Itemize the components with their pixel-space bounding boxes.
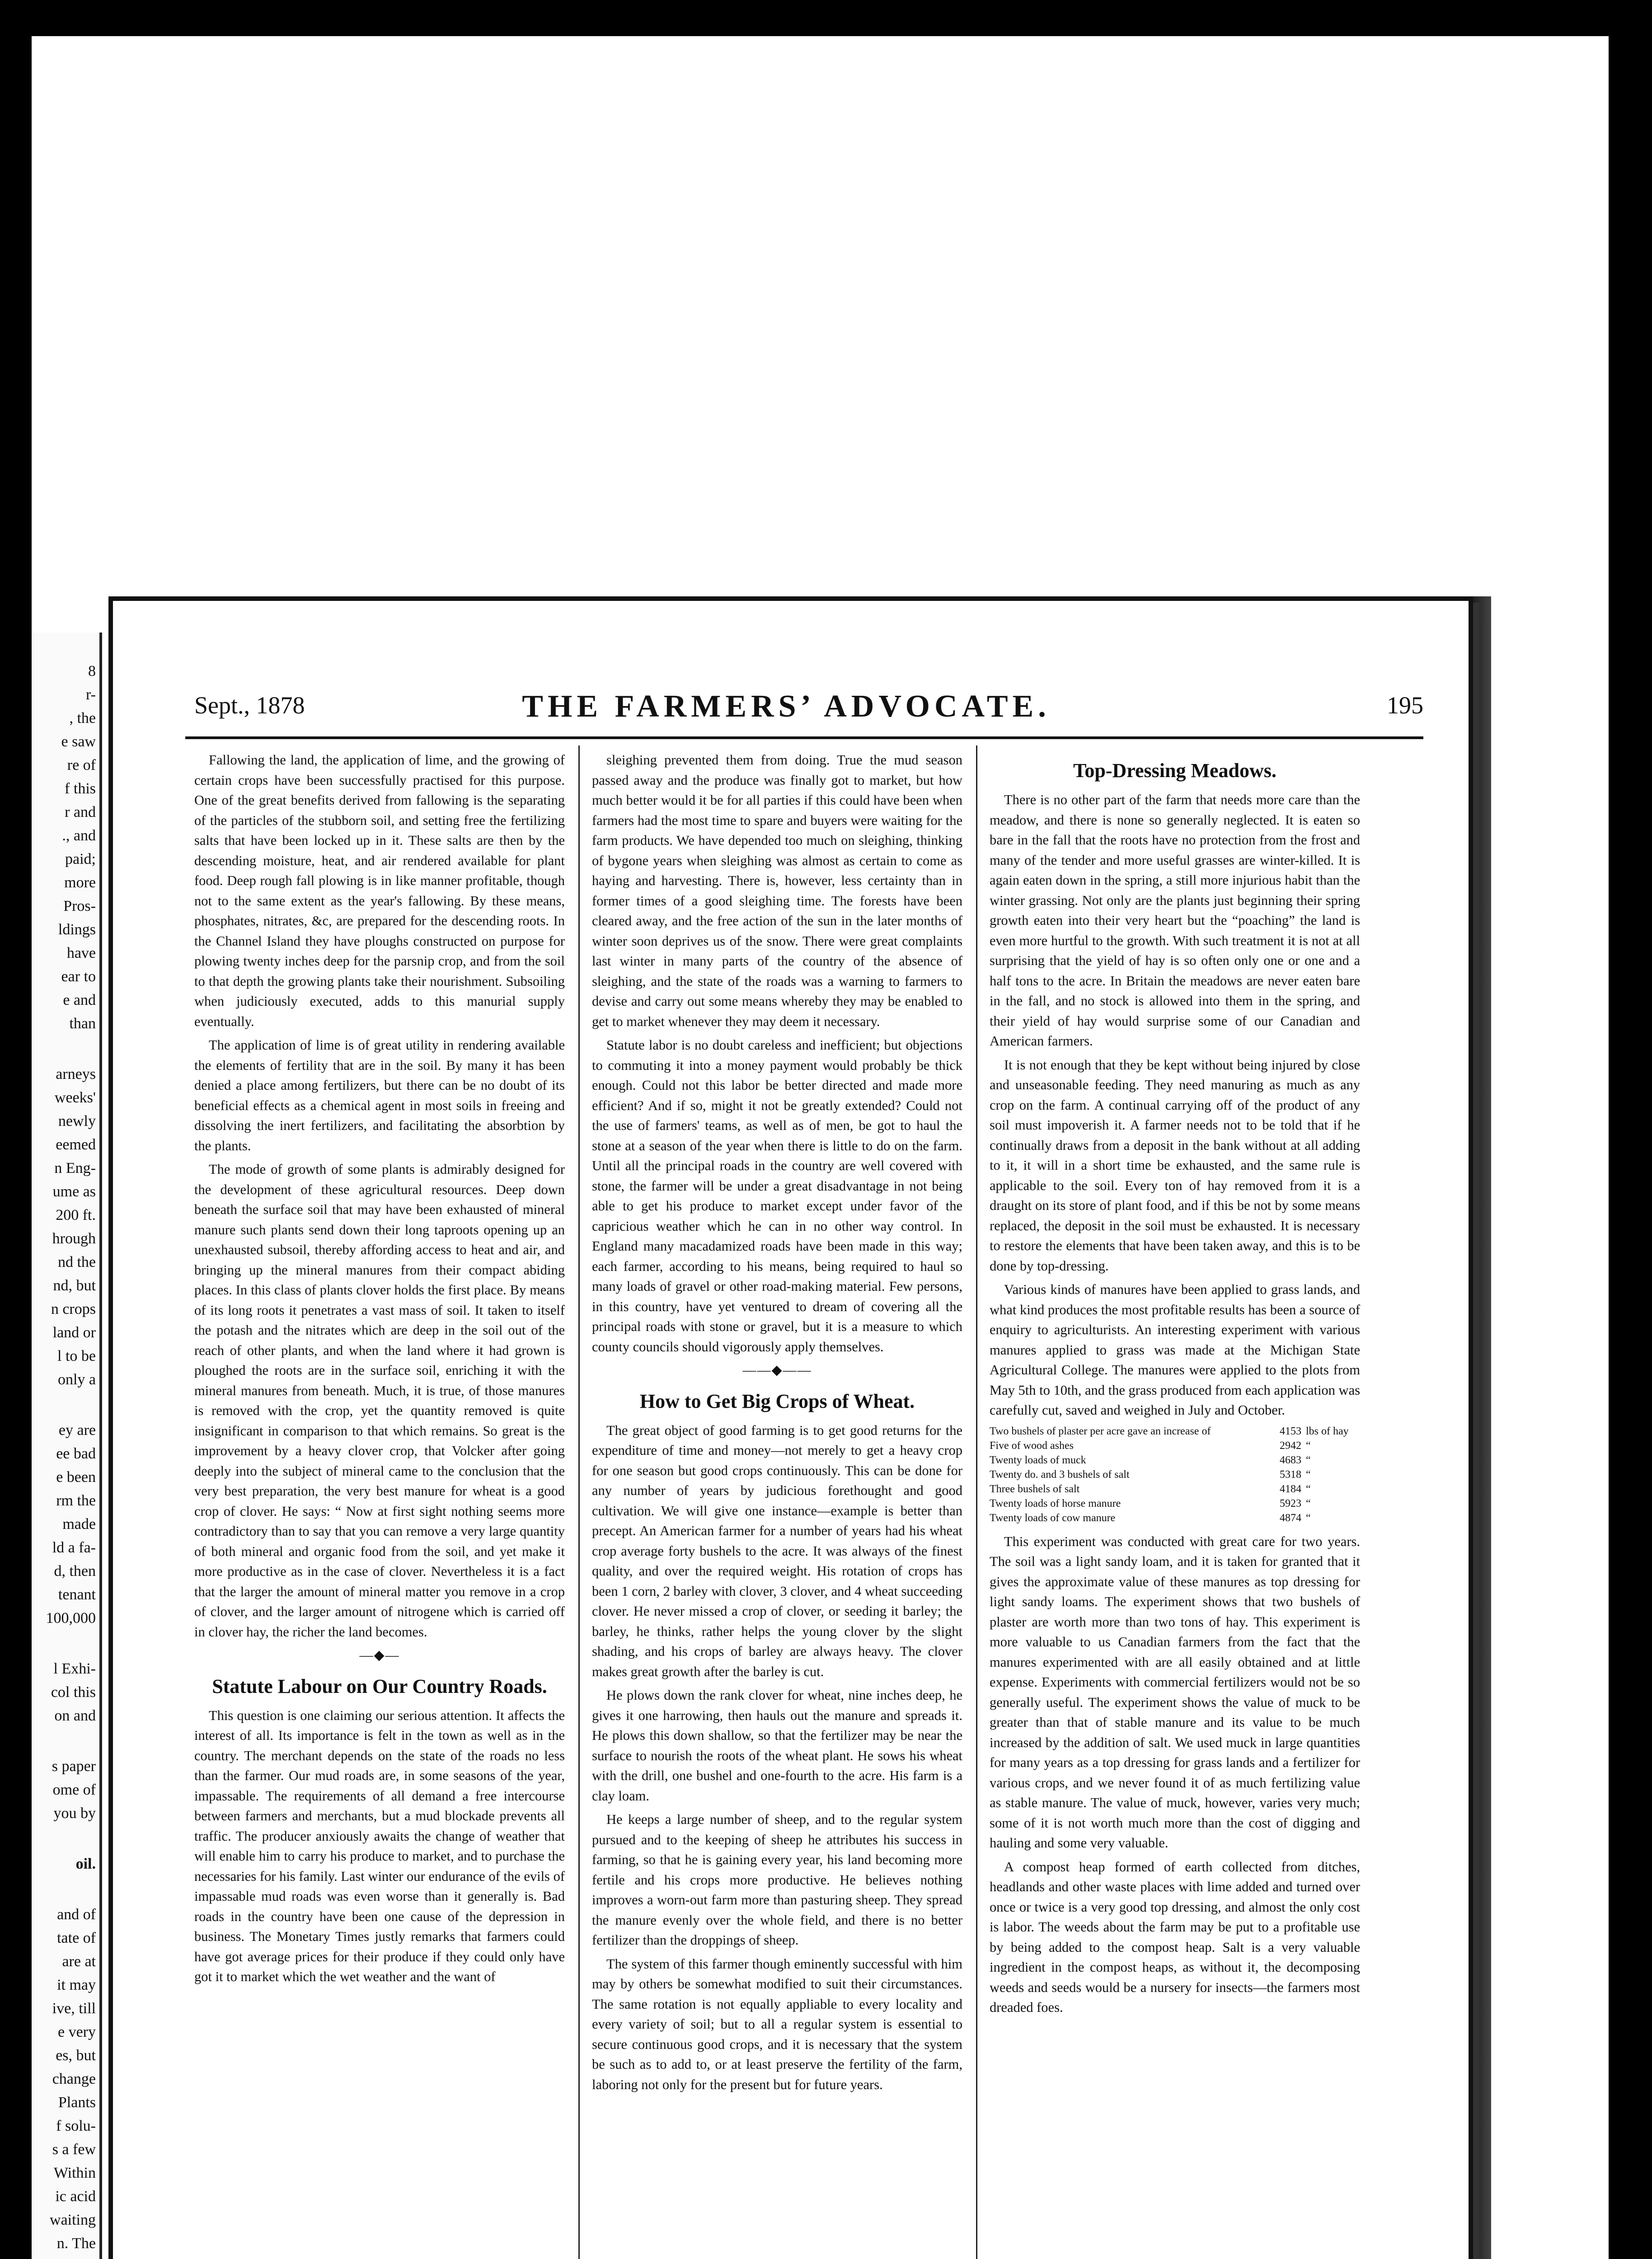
previous-page-fragment <box>32 633 102 2259</box>
fragment-line: e very <box>57 2024 96 2040</box>
spacer <box>32 1876 99 1903</box>
fragment-line: nd, but <box>53 1277 96 1294</box>
fragment-line: ume as <box>52 1183 96 1200</box>
table-cell-value: 5318 <box>1280 1468 1301 1481</box>
table-cell-unit: “ <box>1306 1497 1311 1509</box>
fragment-line: ive, till <box>52 2000 96 2017</box>
fragment-line: it may <box>57 1977 96 1993</box>
fragment-line: ldings <box>58 921 96 938</box>
fragment-line: d, then <box>54 1563 96 1579</box>
spacer <box>32 1036 99 1063</box>
fragment-line: are at <box>62 1953 96 1970</box>
table-cell-value: 5923 <box>1280 1497 1301 1509</box>
table-row <box>990 1453 1360 1467</box>
spacer <box>32 1392 99 1419</box>
fragment-line: n Eng- <box>54 1160 96 1176</box>
divider-ornament: ——◆—— <box>742 1363 812 1378</box>
table-cell-label: Five of wood ashes <box>990 1439 1074 1452</box>
paragraph: He plows down the rank clover for wheat, nine inches deep, he gives it one harrowing, then hauls out the manure and spreads it. He plows this down shallow, so that the fertilizer may be near the surface to nourish the roots of the wheat plant. He sows his wheat with the drill, one bushel and one-fourth to the acre. His farm is a clay loam. <box>592 1687 962 1804</box>
fragment-line: nd the <box>57 1254 96 1270</box>
paragraph: Various kinds of manures have been applied to grass lands, and what kind produces the most profitable results has been a source of enquiry to agriculturists. An interesting experiment with various manures applied to grass was made at the Michigan State Agricultural College. The manures were applied to the plots from May 5th to 10th, and the grass produced from each application was carefully cut, saved and weighed in July and October. <box>990 1282 1360 1418</box>
paragraph: The great object of good farming is to get good returns for the expenditure of time and money—not merely to get a heavy crop for one season but good crops continuously. This can be done for any number of years by judicious forethought and good cultivation. We will give one instance—example is better than precept. An American farmer for a number of years had his wheat crop average forty bushels to the acre. It was always of the finest quality, and over the required weight. His rotation of crops has been 1 corn, 2 barley with clover, 3 clover, and 4 wheat succeeding clover. He never missed a crop of clover, or seeding it barley; the barley, he thinks, rather helps the young clover by the slight shading, and his crops of barley are always heavy. The clover makes great growth after the barley is cut. <box>592 1422 962 1679</box>
fragment-line: 200 ft. <box>56 1207 96 1223</box>
fragment-line: arneys <box>56 1066 96 1083</box>
divider-ornament: —◆— <box>359 1648 400 1663</box>
fragment-line: 100,000 <box>46 1610 96 1626</box>
fragment-line: n. The <box>56 2235 96 2252</box>
masthead-title: THE FARMERS’ ADVOCATE. <box>522 689 1051 724</box>
table-cell-value: 4153 <box>1280 1425 1301 1437</box>
table-cell-value: 4874 <box>1280 1512 1301 1524</box>
paragraph: Fallowing the land, the application of lime, and the growing of certain crops have been successfully practised for this purpose. One of the great benefits derived from fallowing is the separating of the particles of the stubborn soil, and setting free the fertilizing salts that have been locked up in it. These salts are then by the descending moisture, heat, and air rendered available for plant food. Deep rough fall plowing is in like manner profitable, though not to the same extent as the year's fallowing. By these means, phosphates, nitrates, &c, are prepared for the descending roots. In the Channel Island they have ploughs constructed on purpose for plowing twenty inches deep for the parsnip crop, and from the soil to that depth the growing plants take their nourishment. Subsoiling when judiciously executed, adds to this manurial supply eventually. <box>194 752 565 1029</box>
fragment-line: r- <box>86 686 96 703</box>
table-cell-label: Twenty loads of horse manure <box>990 1497 1121 1509</box>
column-rule <box>578 745 580 2259</box>
table-cell-label: Three bushels of salt <box>990 1483 1080 1495</box>
page-number: 195 <box>1387 692 1423 719</box>
table-cell-label: Two bushels of plaster per acre gave an increase of <box>990 1425 1211 1437</box>
paragraph: The application of lime is of great utility in rendering available the elements of fertility that are in the soil. By many it has been denied a place among fertilizers, but there can be no doubt of its beneficial effects as a chemical agent in most soils in freeing and dissolving the inert fertilizers, and facilitating the absorbtion by the plants. <box>194 1037 565 1153</box>
fragment-line: ., and <box>62 827 96 844</box>
fragment-line: change <box>52 2071 96 2087</box>
article-heading: Top-Dressing Meadows. <box>1073 759 1277 782</box>
paragraph: The system of this farmer though eminently successful with him may by others be somewhat modified to suit their circumstances. The same rotation is not equally appliable to every locality and every variety of soil; but to all a regular system is essential to secure continuous good crops, and it is necessary that the system be such as to add to, or at least preserve the fertility of the farm, laboring not only for the present but for future years. <box>592 1956 962 2092</box>
experiment-table <box>990 1424 1360 1525</box>
fragment-line: l Exhi- <box>53 1660 96 1677</box>
fragment-line: ee bad <box>56 1445 96 1462</box>
spacer <box>32 1825 99 1852</box>
paragraph: He keeps a large number of sheep, and to the regular system pursued and to the keeping of sheep he attributes his success in farming, so that he is gaining every year, his land becoming more fertile and his crops more productive. He believes nothing improves a worn-out farm more than pasturing sheep. They spread the manure evenly over the whole field, and there is no better fertilizer than the droppings of sheep. <box>592 1812 962 1948</box>
fragment-line: newly <box>58 1113 96 1130</box>
table-cell-unit: lbs of hay <box>1306 1425 1349 1437</box>
fragment-line: more <box>64 874 96 891</box>
paragraph: A compost heap formed of earth collected from ditches, headlands and other waste places with lime added and turned over once or twice is a very good top dressing, and almost the only cost is labor. The weeds about the farm may be put to a profitable use by being added to the compost heap. Salt is a very valuable ingredient in the compost heaps, as without it, the decomposing weeds and seeds would be a nursery for insects—the farmers most dreaded foes. <box>990 1859 1360 2015</box>
table-cell-unit: “ <box>1306 1468 1311 1481</box>
article-heading: Statute Labour on Our Country Roads. <box>212 1675 547 1697</box>
column-2 <box>592 750 962 2098</box>
table-cell-value: 2942 <box>1280 1439 1301 1452</box>
fragment-line: col this <box>51 1684 96 1701</box>
fragment-line: land or <box>52 1324 96 1341</box>
fragment-line: eemed <box>56 1136 96 1153</box>
article-heading: How to Get Big Crops of Wheat. <box>639 1390 915 1412</box>
table-row <box>990 1511 1360 1525</box>
fragment-line: made <box>62 1516 96 1533</box>
fragment-line: es, but <box>56 2047 96 2064</box>
fragment-line: tate of <box>57 1930 96 1946</box>
paragraph: This experiment was conducted with great care for two years. The soil was a light sandy loam, and it is taken for granted that it gives the approximate value of these manures as top dressing for light sandy loams. The experiment shows that two bushels of plaster are worth more than two tons of hay. This experiment is more valuable to us Canadian farmers from the fact that the manures experimented with are all easily obtained and at little expense. Experiments with commercial fertilizers would not be so generally useful. The experiment shows the value of muck to be greater than that of stable manure and its value to be much increased by the addition of salt. We used muck in large quantities for many years as a top dressing for grass lands and a fertilizer for various crops, and we never found it of as much fertilizing value as stable manure. The value of muck, however, varies very much; some of it is not worth much more than the cost of digging and hauling and some very valuable. <box>990 1533 1360 1851</box>
table-row <box>990 1496 1360 1511</box>
fragment-line: ear to <box>61 968 96 985</box>
fragment-line: Pros- <box>63 898 96 914</box>
scan-border-left <box>0 0 32 2259</box>
fragment-heading: oil. <box>75 1856 96 1872</box>
table-cell-label: Twenty loads of cow manure <box>990 1512 1116 1524</box>
fragment-line: rm the <box>56 1492 96 1509</box>
column-3 <box>990 750 1360 2021</box>
fragment-line: e been <box>56 1469 96 1486</box>
issue-date: Sept., 1878 <box>194 692 305 719</box>
table-row <box>990 1424 1360 1439</box>
table-cell-unit: “ <box>1306 1483 1311 1495</box>
table-cell-unit: “ <box>1306 1454 1311 1466</box>
paragraph: This question is one claiming our serious attention. It affects the interest of all. Its importance is felt in the town as well as in the country. The merchant depends on the state of the roads no less than the farmer. Our mud roads are, in some seasons of the year, impassable. The requirements of all demand a free intercourse between farmers and merchants, but a mud blockade prevents all traffic. The producer anxiously awaits the change of weather that will enable him to carry his produce to market, and to purchase the necessaries for his family. Last winter our endurance of the evils of impassable mud roads was even worse than it generally is. Bad roads in the country have been one cause of the depression in business. The Monetary Times justly remarks that farmers could have got average prices for their produce if they could only have got it to market which the wet weather and the want of <box>194 1707 565 1984</box>
fragment-line: n crops <box>51 1301 96 1317</box>
fragment-line: l to be <box>57 1348 96 1364</box>
fragment-line: have <box>66 945 96 961</box>
fragment-line: tenant <box>58 1586 96 1603</box>
fragment-line <box>32 2255 99 2259</box>
column-1 <box>194 750 565 1991</box>
paragraph: It is not enough that they be kept without being injured by close and unseasonable feeding. They need manuring as much as any crop on the farm. A continual carrying off of the product of any soil must impoverish it. A farmer needs not to be told that if he continually draws from a deposit in the bank without at all adding to it, it will in a short time be exhausted, and the same rule is applicable to the soil. Every ton of hay removed from it is a draught on its store of plant food, and if this be not by some means replaced, the deposit in the soil must be exhausted. It is necessary to restore the elements that have been taken away, and this is to be done by top-dressing. <box>990 1057 1360 1274</box>
fragment-line: s paper <box>52 1758 96 1775</box>
fragment-line: f this <box>65 780 96 797</box>
fragment-line: Plants <box>58 2094 96 2111</box>
paragraph: There is no other part of the farm that needs more care than the meadow, and there is none so generally neglected. It is eaten so bare in the fall that the roots have no protection from the frost and many of the tender and more useful grasses are winter-killed. It is again eaten down in the spring, a still more injurious habit than the winter grassing. Not only are the plants just beginning their spring growth eaten into their very heart but the “poaching” the land is even more hurtful to the growth. With such treatment it is not at all surprising that the yield of hay is so often only one or one and a half tons to the acre. In Britain the meadows are never eaten bare in the fall, and no stock is allowed into them in the spring, and their yield of hay would surprise some of our Canadian and American farmers. <box>990 792 1360 1049</box>
spacer <box>32 1630 99 1657</box>
table-cell-value: 4683 <box>1280 1454 1301 1466</box>
table-cell-value: 4184 <box>1280 1483 1301 1495</box>
table-cell-label: Twenty loads of muck <box>990 1454 1086 1466</box>
table-cell-label: Twenty do. and 3 bushels of salt <box>990 1468 1130 1481</box>
table-row <box>990 1467 1360 1482</box>
table-row <box>990 1482 1360 1496</box>
fragment-line: re of <box>67 757 96 773</box>
fragment-line: e saw <box>61 733 96 750</box>
fragment-line: hrough <box>52 1230 96 1247</box>
fragment-line: ey are <box>58 1422 96 1439</box>
newspaper-page <box>108 596 1473 2259</box>
fragment-line: ome of <box>52 1781 96 1798</box>
column-rule <box>976 745 977 2259</box>
scan-border-top <box>0 0 1652 36</box>
table-cell-unit: “ <box>1306 1512 1311 1524</box>
fragment-line: you by <box>53 1805 96 1822</box>
paragraph: sleighing prevented them from doing. True the mud season passed away and the produce was finally got to market, but how much better would it be for all parties if this could have been when farmers had the most time to spare and buyers were waiting for the farm products. We have depended too much on sleighing, thinking of bygone years when sleighing was almost as certain to come as haying and harvesting. There is, however, less certainty than in former times of a good sleighing time. The forests have been cleared away, and the free action of the sun in the later months of winter soon deprives us of the snow. There were great complaints last winter in many parts of the country of the absence of sleighing, and the state of the roads was a warning to farmers to devise and carry out some means whereby they may be enabled to get to market whenever they may deem it necessary. <box>592 752 962 1029</box>
fragment-line: e and <box>63 992 96 1008</box>
fragment-line: than <box>69 1015 96 1032</box>
page-header <box>194 691 1423 727</box>
fragment-line: , the <box>69 710 96 726</box>
fragment-line: Within <box>53 2165 96 2181</box>
header-rule <box>185 736 1423 739</box>
fragment-line: s a few <box>52 2141 96 2158</box>
table-row <box>990 1439 1360 1453</box>
table-cell-unit: “ <box>1306 1439 1311 1452</box>
spacer <box>32 1728 99 1755</box>
fragment-line: f solu- <box>56 2118 96 2134</box>
fragment-line: only a <box>57 1371 96 1388</box>
fragment-line: paid; <box>65 851 96 867</box>
scan-border-right <box>1609 0 1652 2259</box>
fragment-line: on and <box>54 1707 96 1724</box>
fragment-line: waiting <box>50 2212 96 2228</box>
fragment-line: weeks' <box>54 1089 96 1106</box>
spacer <box>32 633 99 660</box>
paragraph: The mode of growth of some plants is admirably designed for the development of these agricultural resources. Deep down beneath the surface soil that may have been exhausted of mineral manure such plants send down their long taproots opening up an unexhausted subsoil, thereby affording access to heat and air, and bringing up the mineral manures from their compact abiding places. In this class of plants clover holds the first place. By means of its long roots it penetrates a vast mass of soil. It taken to itself the potash and the nitrates which are deep in the soil out of the reach of other plants, and when the land where it had grown is ploughed the roots are in the surface soil, enriching it with the mineral manures from beneath. Much, it is true, of those manures is removed with the crop, yet the quantity removed is quite insignificant in comparison to that which remains. So great is the improvement by a heavy clover crop, that Volcker after going deeply into the subject of mineral came to the conclusion that the very best preparation, the very best manure for wheat is a good crop of clover. He says: “ Now at first sight nothing seems more contradictory than to say that you can remove a very large quantity of both mineral and organic food from the soil, and yet make it more productive as in the case of clover. Nevertheless it is a fact that the larger the amount of mineral matter you remove in a crop of clover, and the larger amount of nitrogene which is carried off in clover hay, the richer the land becomes. <box>194 1162 565 1640</box>
paragraph: Statute labor is no doubt careless and inefficient; but objections to commuting it into a money payment would probably be thick enough. Could not this labor be better directed and made more efficient? And if so, might it not be greatly extended? Could not the use of farmers' teams, as well as of men, be got to haul the stone at a season of the year when there is little to do on the farm. Until all the principal roads in the country are well covered with stone, the farmer will be under a great disadvantage in not being able to get his produce to market except under favor of the capricious weather which he can in no other way control. In England many macadamized roads have been made in this way; each farmer, according to his means, being required to haul so many loads of gravel or other road-making material. Few persons, in this country, have yet ventured to dream of covering all the principal roads with stone or gravel, but it is a measure to which county councils should vigorously apply themselves. <box>592 1037 962 1354</box>
fragment-line: ld a fa- <box>52 1539 96 1556</box>
fragment-line: r and <box>65 804 96 820</box>
fragment-line: 8 <box>88 663 96 680</box>
fragment-line: ic acid <box>55 2188 96 2205</box>
fragment-line: and of <box>57 1906 96 1923</box>
